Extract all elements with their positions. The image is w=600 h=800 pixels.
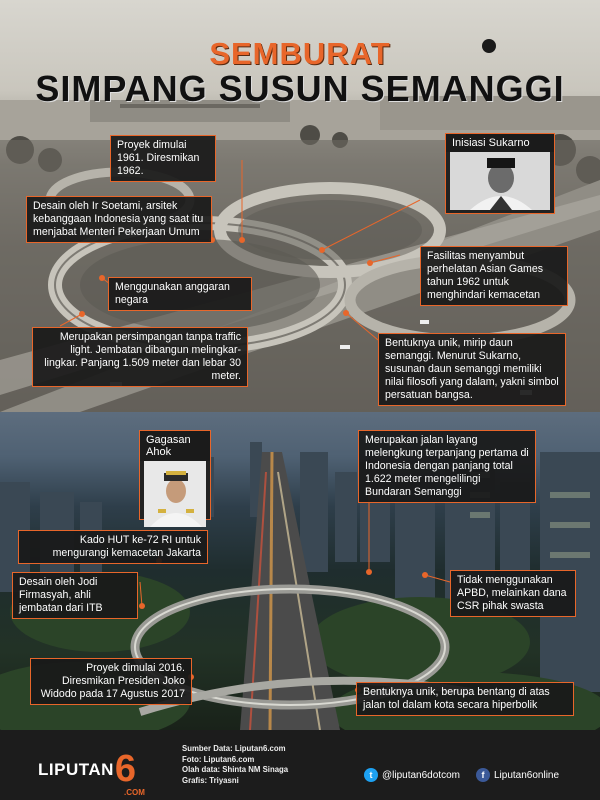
title-line1: SEMBURAT: [209, 36, 391, 71]
note-longest-flyover: Merupakan jalan layang melengkung terpanjang pertama di Indonesia dengan panjang total 1.622 meter mengelilingi Bundaran Semanggi: [358, 430, 536, 503]
liputan6-logo[interactable]: [38, 748, 145, 797]
twitter-handle: @liputan6dotcom: [382, 769, 460, 781]
ahok-photo: [144, 461, 206, 527]
sukarno-photo: [450, 152, 550, 210]
twitter-link[interactable]: [364, 768, 460, 782]
note-design-soetami: Desain oleh Ir Soetami, arsitek kebanggaan Indonesia yang saat itu menjabat Menteri Pekerjaan Umum: [26, 196, 212, 243]
ahok-portrait: [139, 430, 211, 520]
sukarno-portrait: [445, 133, 555, 214]
credit-source: Sumber Data: Liputan6.com: [182, 744, 286, 753]
credit-graphics: Grafis: Triyasni: [182, 775, 239, 785]
twitter-icon: t: [364, 768, 378, 782]
facebook-handle: Liputan6online: [494, 769, 560, 781]
note-design-jodi: Desain oleh Jodi Firmasyah, ahli jembatan dari ITB: [12, 572, 138, 619]
title-line2: SIMPANG SUSUN SEMANGGI: [35, 68, 565, 109]
note-clover-shape: Bentuknya unik, mirip daun semanggi. Menurut Sukarno, susunan daun semanggi memiliki nilai filosofi yang dalam, yakni simbol persatuan bangsa.: [378, 333, 566, 406]
note-asian-games: Fasilitas menyambut perhelatan Asian Games tahun 1962 untuk menghindari kemacetan: [420, 246, 568, 306]
logo-text: LIPUTAN: [38, 760, 114, 779]
logo-number: 6: [114, 748, 137, 790]
note-project-1961: Proyek dimulai 1961. Diresmikan 1962.: [110, 135, 216, 182]
footer: [0, 730, 600, 800]
note-state-budget: Menggunakan anggaran negara: [108, 277, 252, 311]
note-csr-funding: Tidak menggunakan APBD, melainkan dana CSR pihak swasta: [450, 570, 576, 617]
portrait-caption-ahok: Gagasan Ahok: [140, 431, 210, 461]
facebook-icon: f: [476, 768, 490, 782]
facebook-link[interactable]: [476, 768, 559, 782]
note-no-traffic-light: Merupakan persimpangan tanpa traffic light. Jembatan dibangun melingkar-lingkar. Panjang 1.509 meter dan lebar 30 meter.: [32, 327, 248, 387]
note-hyperbolic-span: Bentuknya unik, berupa bentang di atas jalan tol dalam kota secara hiperbolik: [356, 682, 574, 716]
credit-data: Olah data: Shinta NM Sinaga: [182, 765, 289, 774]
note-hut-72-ri: Kado HUT ke-72 RI untuk mengurangi kemacetan Jakarta: [18, 530, 208, 564]
modern-photo-section: [0, 412, 600, 730]
logo-suffix: .COM: [124, 788, 145, 797]
note-project-2016: Proyek dimulai 2016. Diresmikan Presiden Joko Widodo pada 17 Agustus 2017: [30, 658, 192, 705]
portrait-caption-sukarno: Inisiasi Sukarno: [446, 134, 554, 152]
credits: [182, 744, 288, 786]
credit-photo: Foto: Liputan6.com: [182, 754, 255, 764]
